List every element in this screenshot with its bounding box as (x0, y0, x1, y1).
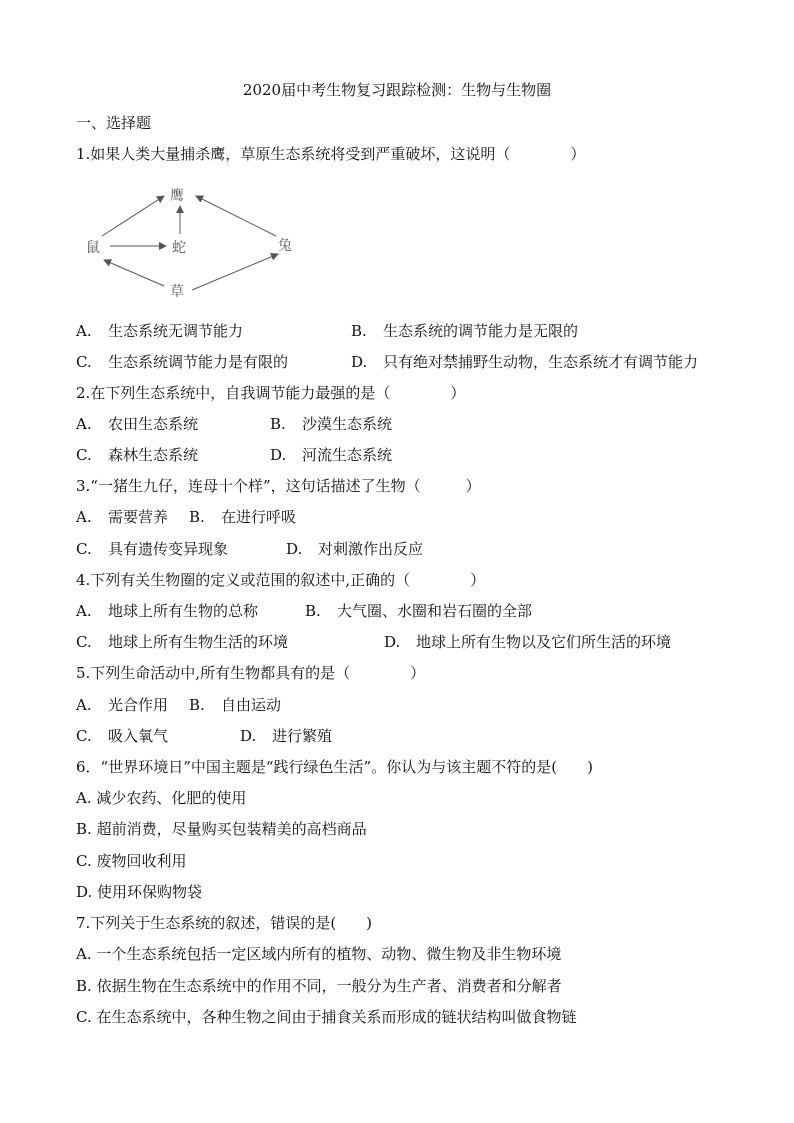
q2-option-a: A. 农田生态系统 (76, 415, 199, 433)
q1-option-b: B. 生态系统的调节能力是无限的 (351, 322, 579, 340)
q3-option-c: C. 具有遗传变异现象 (76, 540, 229, 558)
q7-option-b: B. 依据生物在生态系统中的作用不同，一般分为生产者、消费者和分解者 (76, 977, 562, 995)
q6-option-b: B. 超前消费，尽量购买包装精美的高档商品 (76, 820, 367, 838)
q2-option-d: D. 河流生态系统 (270, 446, 393, 464)
q6-option-d: D. 使用环保购物袋 (76, 883, 203, 901)
page-title: 2020届中考生物复习跟踪检测：生物与生物圈 (242, 81, 552, 99)
question-2-stem: 2.在下列生态系统中，自我调节能力最强的是（ ） (76, 384, 466, 402)
node-mouse: 鼠 (86, 240, 100, 256)
q1-option-c: C. 生态系统调节能力是有限的 (76, 353, 289, 371)
question-7-stem: 7.下列关于生态系统的叙述，错误的是( ) (76, 914, 373, 932)
question-3-stem: 3.“一猪生九仔，连母十个样”，这句话描述了生物（ ） (76, 477, 481, 495)
q4-option-d: D. 地球上所有生物以及它们所生活的环境 (384, 633, 672, 651)
q4-option-c: C. 地球上所有生物生活的环境 (76, 633, 289, 651)
arrow-grass-to-mouse (104, 260, 164, 286)
arrow-grass-to-rabbit (192, 254, 278, 290)
q5-option-c: C. 吸入氧气 (76, 727, 169, 745)
question-6-stem: 6．“世界环境日”中国主题是“践行绿色生活”。你认为与该主题不符的是( ) (76, 758, 593, 776)
question-4-stem: 4.下列有关生物圈的定义或范围的叙述中,正确的（ ） (76, 571, 486, 589)
q5-option-d: D. 进行繁殖 (240, 727, 333, 745)
section-heading: 一、选择题 (76, 114, 152, 132)
question-1-stem: 1.如果人类大量捕杀鹰，草原生态系统将受到严重破坏，这说明（ ） (76, 145, 586, 163)
q2-option-b: B. 沙漠生态系统 (270, 415, 393, 433)
arrow-mouse-to-hawk (102, 196, 164, 236)
q4-option-b: B. 大气圈、水圈和岩石圈的全部 (305, 602, 533, 620)
q7-option-a: A. 一个生态系统包括一定区域内所有的植物、动物、微生物及非生物环境 (76, 945, 562, 963)
q6-option-a: A. 减少农药、化肥的使用 (76, 789, 247, 807)
q2-option-c: C. 森林生态系统 (76, 446, 199, 464)
node-grass: 草 (170, 284, 184, 300)
node-rabbit: 兔 (278, 238, 292, 254)
node-snake: 蛇 (172, 240, 186, 256)
q4-option-a: A. 地球上所有生物的总称 (76, 602, 259, 620)
q7-option-c: C. 在生态系统中，各种生物之间由于捕食关系而形成的链状结构叫做食物链 (76, 1008, 577, 1026)
question-5-stem: 5.下列生命活动中,所有生物都具有的是（ ） (76, 664, 426, 682)
q3-option-b: B. 在进行呼吸 (189, 508, 297, 526)
q1-option-d: D. 只有绝对禁捕野生动物，生态系统才有调节能力 (351, 353, 699, 371)
q1-option-a: A. 生态系统无调节能力 (76, 322, 244, 340)
q3-option-d: D. 对刺激作出反应 (286, 540, 424, 558)
q3-option-a: A. 需要营养 (76, 508, 169, 526)
q5-option-a: A. 光合作用 (76, 696, 169, 714)
arrow-rabbit-to-hawk (196, 196, 276, 236)
node-hawk: 鹰 (170, 188, 184, 204)
food-web-diagram (80, 178, 310, 306)
q5-option-b: B. 自由运动 (189, 696, 282, 714)
q6-option-c: C. 废物回收利用 (76, 852, 187, 870)
